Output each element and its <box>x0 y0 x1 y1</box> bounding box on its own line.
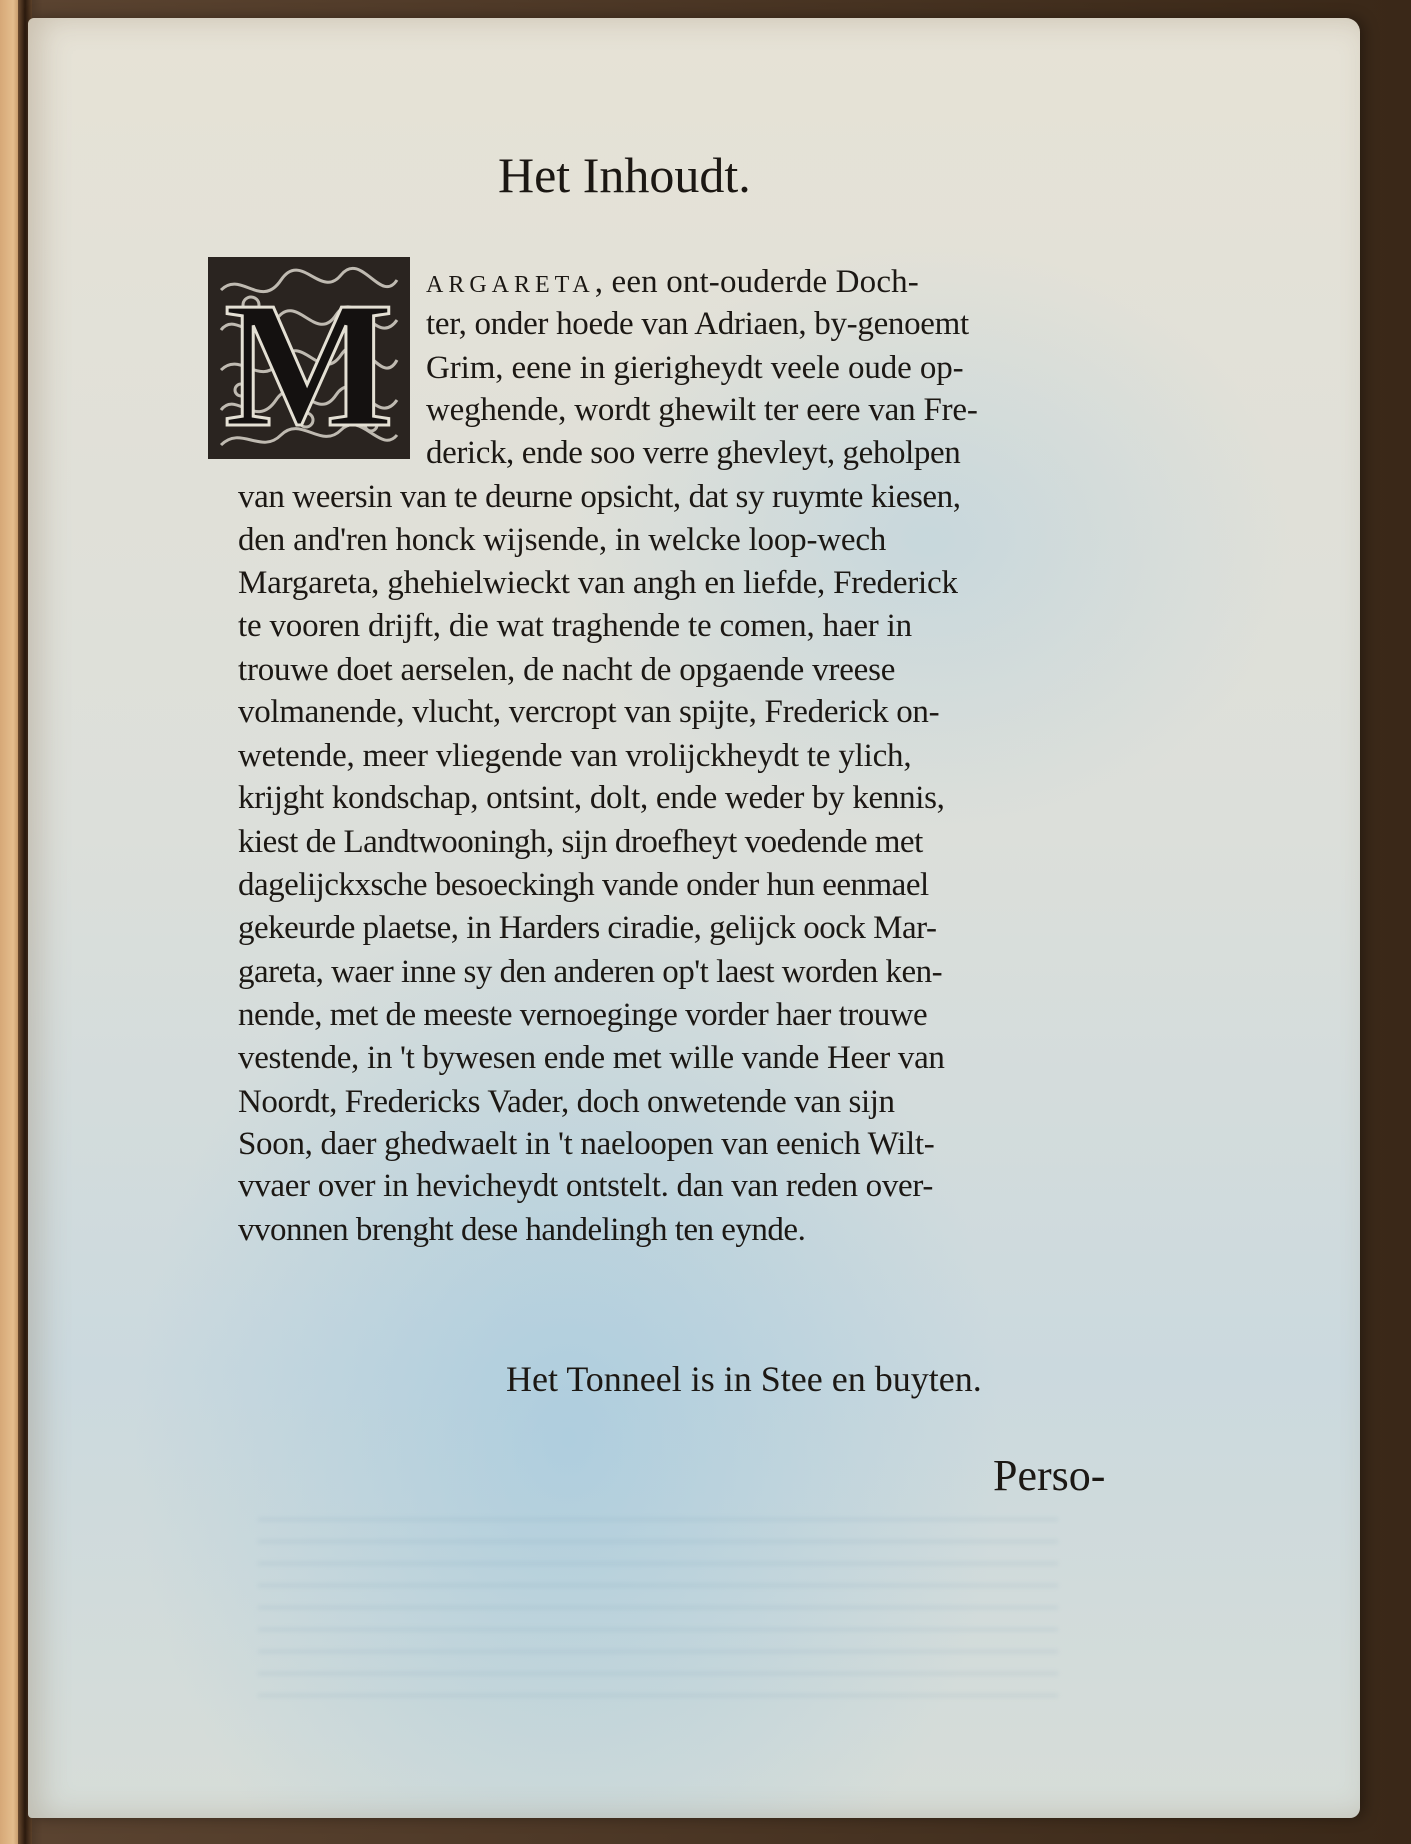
text-line: nende, met de meeste vernoeginge vorder haer trouwe <box>238 997 928 1033</box>
text-line: ter, onder hoede van Adriaen, by-genoemt <box>426 306 969 342</box>
initial-word-rest: ARGARETA <box>426 272 595 298</box>
scene-note: Het Tonneel is in Stee en buyten. <box>506 1359 982 1399</box>
text-line: wetende, meer vliegende van vrolijckheydt te ylich, <box>238 738 912 774</box>
text-line: Margareta, ghehielwieckt van angh en liefde, Frederick <box>238 565 958 601</box>
text-line: vestende, in 't bywesen ende met wille vande Heer van <box>238 1040 945 1076</box>
text-line: derick, ende soo verre ghevleyt, geholpen <box>426 435 961 471</box>
text-line: den and'ren honck wijsende, in welcke loop-wech <box>238 522 887 558</box>
text-line: te vooren drijft, die wat traghende te comen, haer in <box>238 608 912 644</box>
text-line: krijght kondschap, ontsint, dolt, ende weder by kennis, <box>238 780 945 816</box>
book-page <box>28 18 1360 1818</box>
page-title: Het Inhoudt. <box>498 147 751 203</box>
text-line: gekeurde plaetse, in Harders ciradie, gelijck oock Mar- <box>238 910 937 946</box>
text-line: trouwe doet aerselen, de nacht de opgaende vreese <box>238 652 896 688</box>
text-line-content: , een ont-ouderde Doch- <box>594 264 919 300</box>
catchword: Perso- <box>993 1451 1106 1500</box>
decorated-initial-m-icon <box>211 260 407 456</box>
text-line: weghende, wordt ghewilt ter eere van Fre- <box>426 392 978 428</box>
text-line: gareta, waer inne sy den anderen op't laest worden ken- <box>238 954 943 990</box>
svg-text:M: M <box>224 265 394 456</box>
text-line: kiest de Landtwooningh, sijn droefheyt voedende met <box>238 824 923 860</box>
text-line: vvonnen brenght dese handelingh ten eynde. <box>238 1212 806 1248</box>
text-line: Soon, daer ghedwaelt in 't naeloopen van eenich Wilt- <box>238 1126 935 1162</box>
text-line: dagelijckxsche besoeckingh vande onder hun eenmael <box>238 867 929 903</box>
show-through-text <box>258 1518 1058 1698</box>
text-line: volmanende, vlucht, vercropt van spijte, Frederick on- <box>238 694 940 730</box>
text-line: Grim, eene in gierigheydt veele oude op- <box>426 350 964 386</box>
text-line: vvaer over in hevicheydt ontstelt. dan van reden over- <box>238 1168 934 1204</box>
text-line: van weersin van te deurne opsicht, dat sy ruymte kiesen, <box>238 479 961 515</box>
text-line: Noordt, Fredericks Vader, doch onwetende van sijn <box>238 1084 895 1120</box>
text-line <box>426 266 919 299</box>
